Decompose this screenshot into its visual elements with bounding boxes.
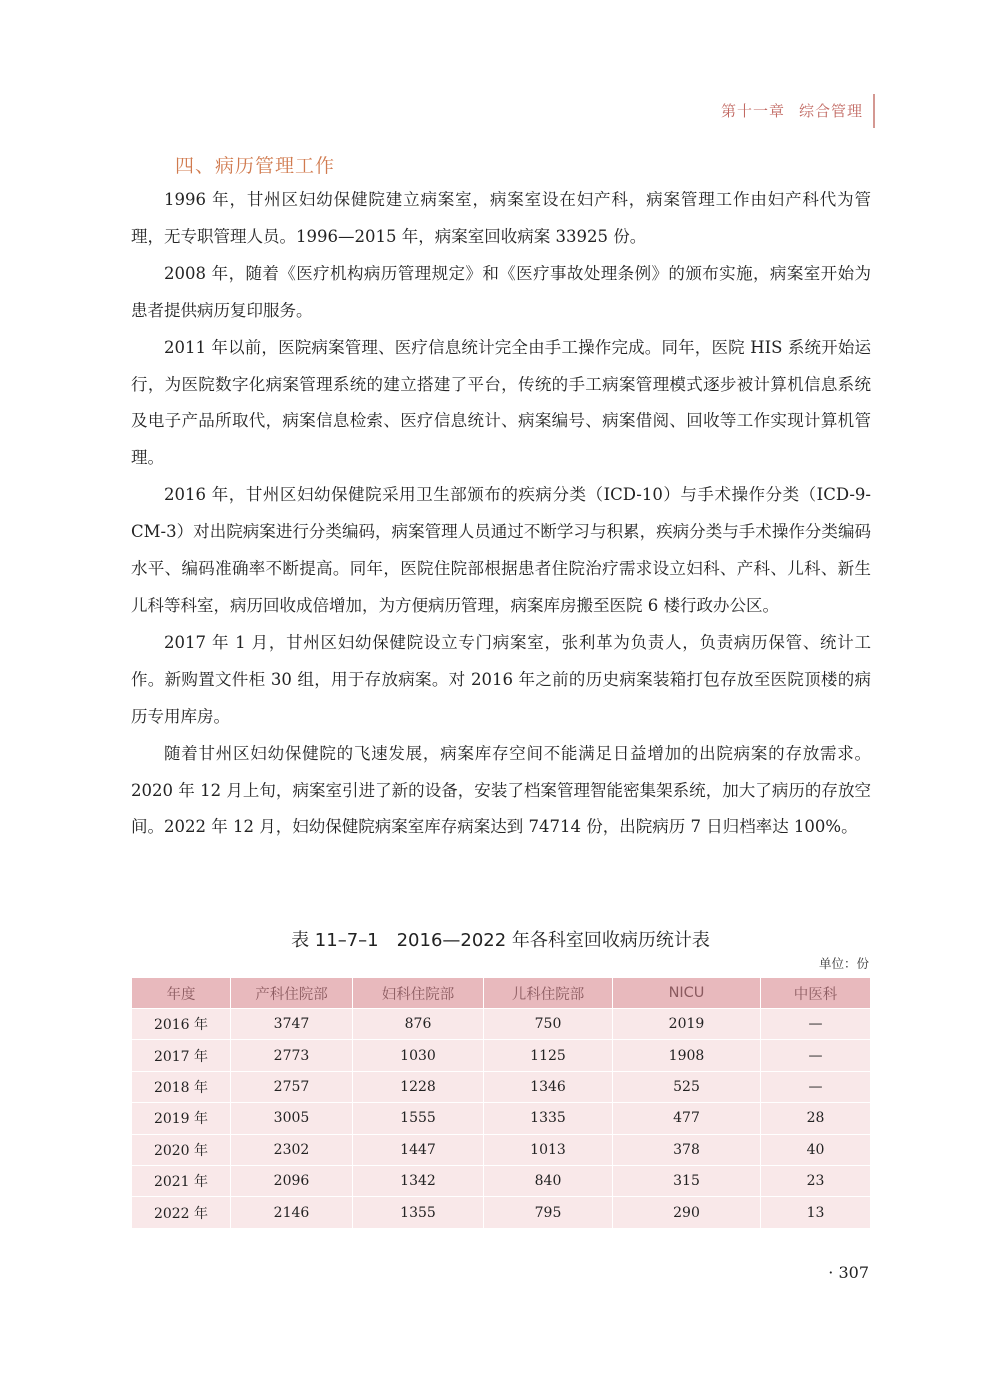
paragraph: 2008 年，随着《医疗机构病历管理规定》和《医疗事故处理条例》的颁布实施，病案室开始为患者提供病历复印服务。 — [131, 263, 871, 320]
column-header: NICU — [613, 978, 761, 1009]
table-cell: — — [761, 1071, 871, 1102]
table-cell: — — [761, 1009, 871, 1040]
table-cell: 477 — [613, 1103, 761, 1134]
table-cell: 2019 — [613, 1009, 761, 1040]
table-cell: 2018 年 — [132, 1071, 231, 1102]
section-label: 综合管理 — [798, 102, 863, 120]
table-cell: 3747 — [231, 1009, 353, 1040]
table-cell: 1013 — [484, 1134, 613, 1165]
running-head — [721, 100, 863, 121]
table-cell: 1355 — [353, 1197, 484, 1228]
table-row — [132, 1165, 871, 1196]
paragraph: 2017 年 1 月，甘州区妇幼保健院设立专门病案室，张利革为负责人，负责病历保管、统计工作。新购置文件柜 30 组，用于存放病案。对 2016 年之前的历史病案装箱打包存放至医院顶楼的病历专用库房。 — [131, 632, 871, 726]
table-cell: 2146 — [231, 1197, 353, 1228]
paragraph: 2016 年，甘州区妇幼保健院采用卫生部颁布的疾病分类（ICD-10）与手术操作分类（ICD-9-CM-3）对出院病案进行分类编码，病案管理人员通过不断学习与积累，疾病分类与手术操作分类编码水平、编码准确率不断提高。同年，医院住院部根据患者住院治疗需求设立妇科、产科、儿科、新生儿科等科室，病历回收成倍增加，为方便病历管理，病案库房搬至医院 6 楼行政办公区。 — [131, 485, 871, 615]
table-cell: 840 — [484, 1165, 613, 1196]
column-header: 中医科 — [761, 978, 871, 1009]
paragraph: 1996 年，甘州区妇幼保健院建立病案室，病案室设在妇产科，病案管理工作由妇产科代为管理，无专职管理人员。1996—2015 年，病案室回收病案 33925 份。 — [131, 190, 871, 246]
table-cell: 2019 年 — [132, 1103, 231, 1134]
table-cell: 23 — [761, 1165, 871, 1196]
table-cell: 2757 — [231, 1071, 353, 1102]
table-row — [132, 1071, 871, 1102]
table-cell: 40 — [761, 1134, 871, 1165]
paragraph: 2011 年以前，医院病案管理、医疗信息统计完全由手工操作完成。同年，医院 HIS 系统开始运行，为医院数字化病案管理系统的建立搭建了平台，传统的手工病案管理模式逐步被计算机信息系统及电子产品所取代，病案信息检索、医疗信息统计、病案编号、病案借阅、回收等工作实现计算机管理。 — [131, 337, 871, 468]
column-header: 产科住院部 — [231, 978, 353, 1009]
page-number: · 307 — [828, 1263, 869, 1282]
table-row — [132, 1134, 871, 1165]
table-cell: 2021 年 — [132, 1165, 231, 1196]
table-row — [132, 1040, 871, 1071]
body-text — [131, 182, 871, 846]
table-header-row — [132, 978, 871, 1009]
table-cell: 750 — [484, 1009, 613, 1040]
table-cell: 2016 年 — [132, 1009, 231, 1040]
table-cell: 28 — [761, 1103, 871, 1134]
table-cell: 1346 — [484, 1071, 613, 1102]
table-caption: 表 11–7–1 2016—2022 年各科室回收病历统计表 — [291, 930, 710, 951]
table-cell: 2096 — [231, 1165, 353, 1196]
table-cell: 3005 — [231, 1103, 353, 1134]
table-cell: 525 — [613, 1071, 761, 1102]
table-cell: 2773 — [231, 1040, 353, 1071]
table-unit-note: 单位：份 — [818, 956, 869, 971]
column-header: 妇科住院部 — [353, 978, 484, 1009]
table-cell: — — [761, 1040, 871, 1071]
table-cell: 13 — [761, 1197, 871, 1228]
table-cell: 2302 — [231, 1134, 353, 1165]
column-header: 年度 — [132, 978, 231, 1009]
table-row — [132, 1009, 871, 1040]
table-cell: 1447 — [353, 1134, 484, 1165]
table-cell: 1125 — [484, 1040, 613, 1071]
table-cell: 1335 — [484, 1103, 613, 1134]
table-cell: 1908 — [613, 1040, 761, 1071]
table-cell: 378 — [613, 1134, 761, 1165]
table-cell: 290 — [613, 1197, 761, 1228]
table-cell: 2020 年 — [132, 1134, 231, 1165]
column-header: 儿科住院部 — [484, 978, 613, 1009]
header-divider — [873, 94, 875, 128]
table-cell: 1342 — [353, 1165, 484, 1196]
table-cell: 2017 年 — [132, 1040, 231, 1071]
table-cell: 315 — [613, 1165, 761, 1196]
table-row — [132, 1103, 871, 1134]
table-cell: 1030 — [353, 1040, 484, 1071]
section-title: 四、病历管理工作 — [175, 155, 336, 177]
paragraph: 随着甘州区妇幼保健院的飞速发展，病案库存空间不能满足日益增加的出院病案的存放需求。2020 年 12 月上旬，病案室引进了新的设备，安装了档案管理智能密集架系统，加大了病历的存放空间。2022 年 12 月，妇幼保健院病案室库存病案达到 74714 份，出院病历 7 日归档率达 100%。 — [131, 743, 871, 837]
table-cell: 1228 — [353, 1071, 484, 1102]
table-cell: 795 — [484, 1197, 613, 1228]
records-table — [131, 977, 871, 1229]
table-cell: 876 — [353, 1009, 484, 1040]
table-cell: 1555 — [353, 1103, 484, 1134]
table-cell: 2022 年 — [132, 1197, 231, 1228]
chapter-label: 第十一章 — [720, 102, 785, 120]
table-row — [132, 1197, 871, 1228]
